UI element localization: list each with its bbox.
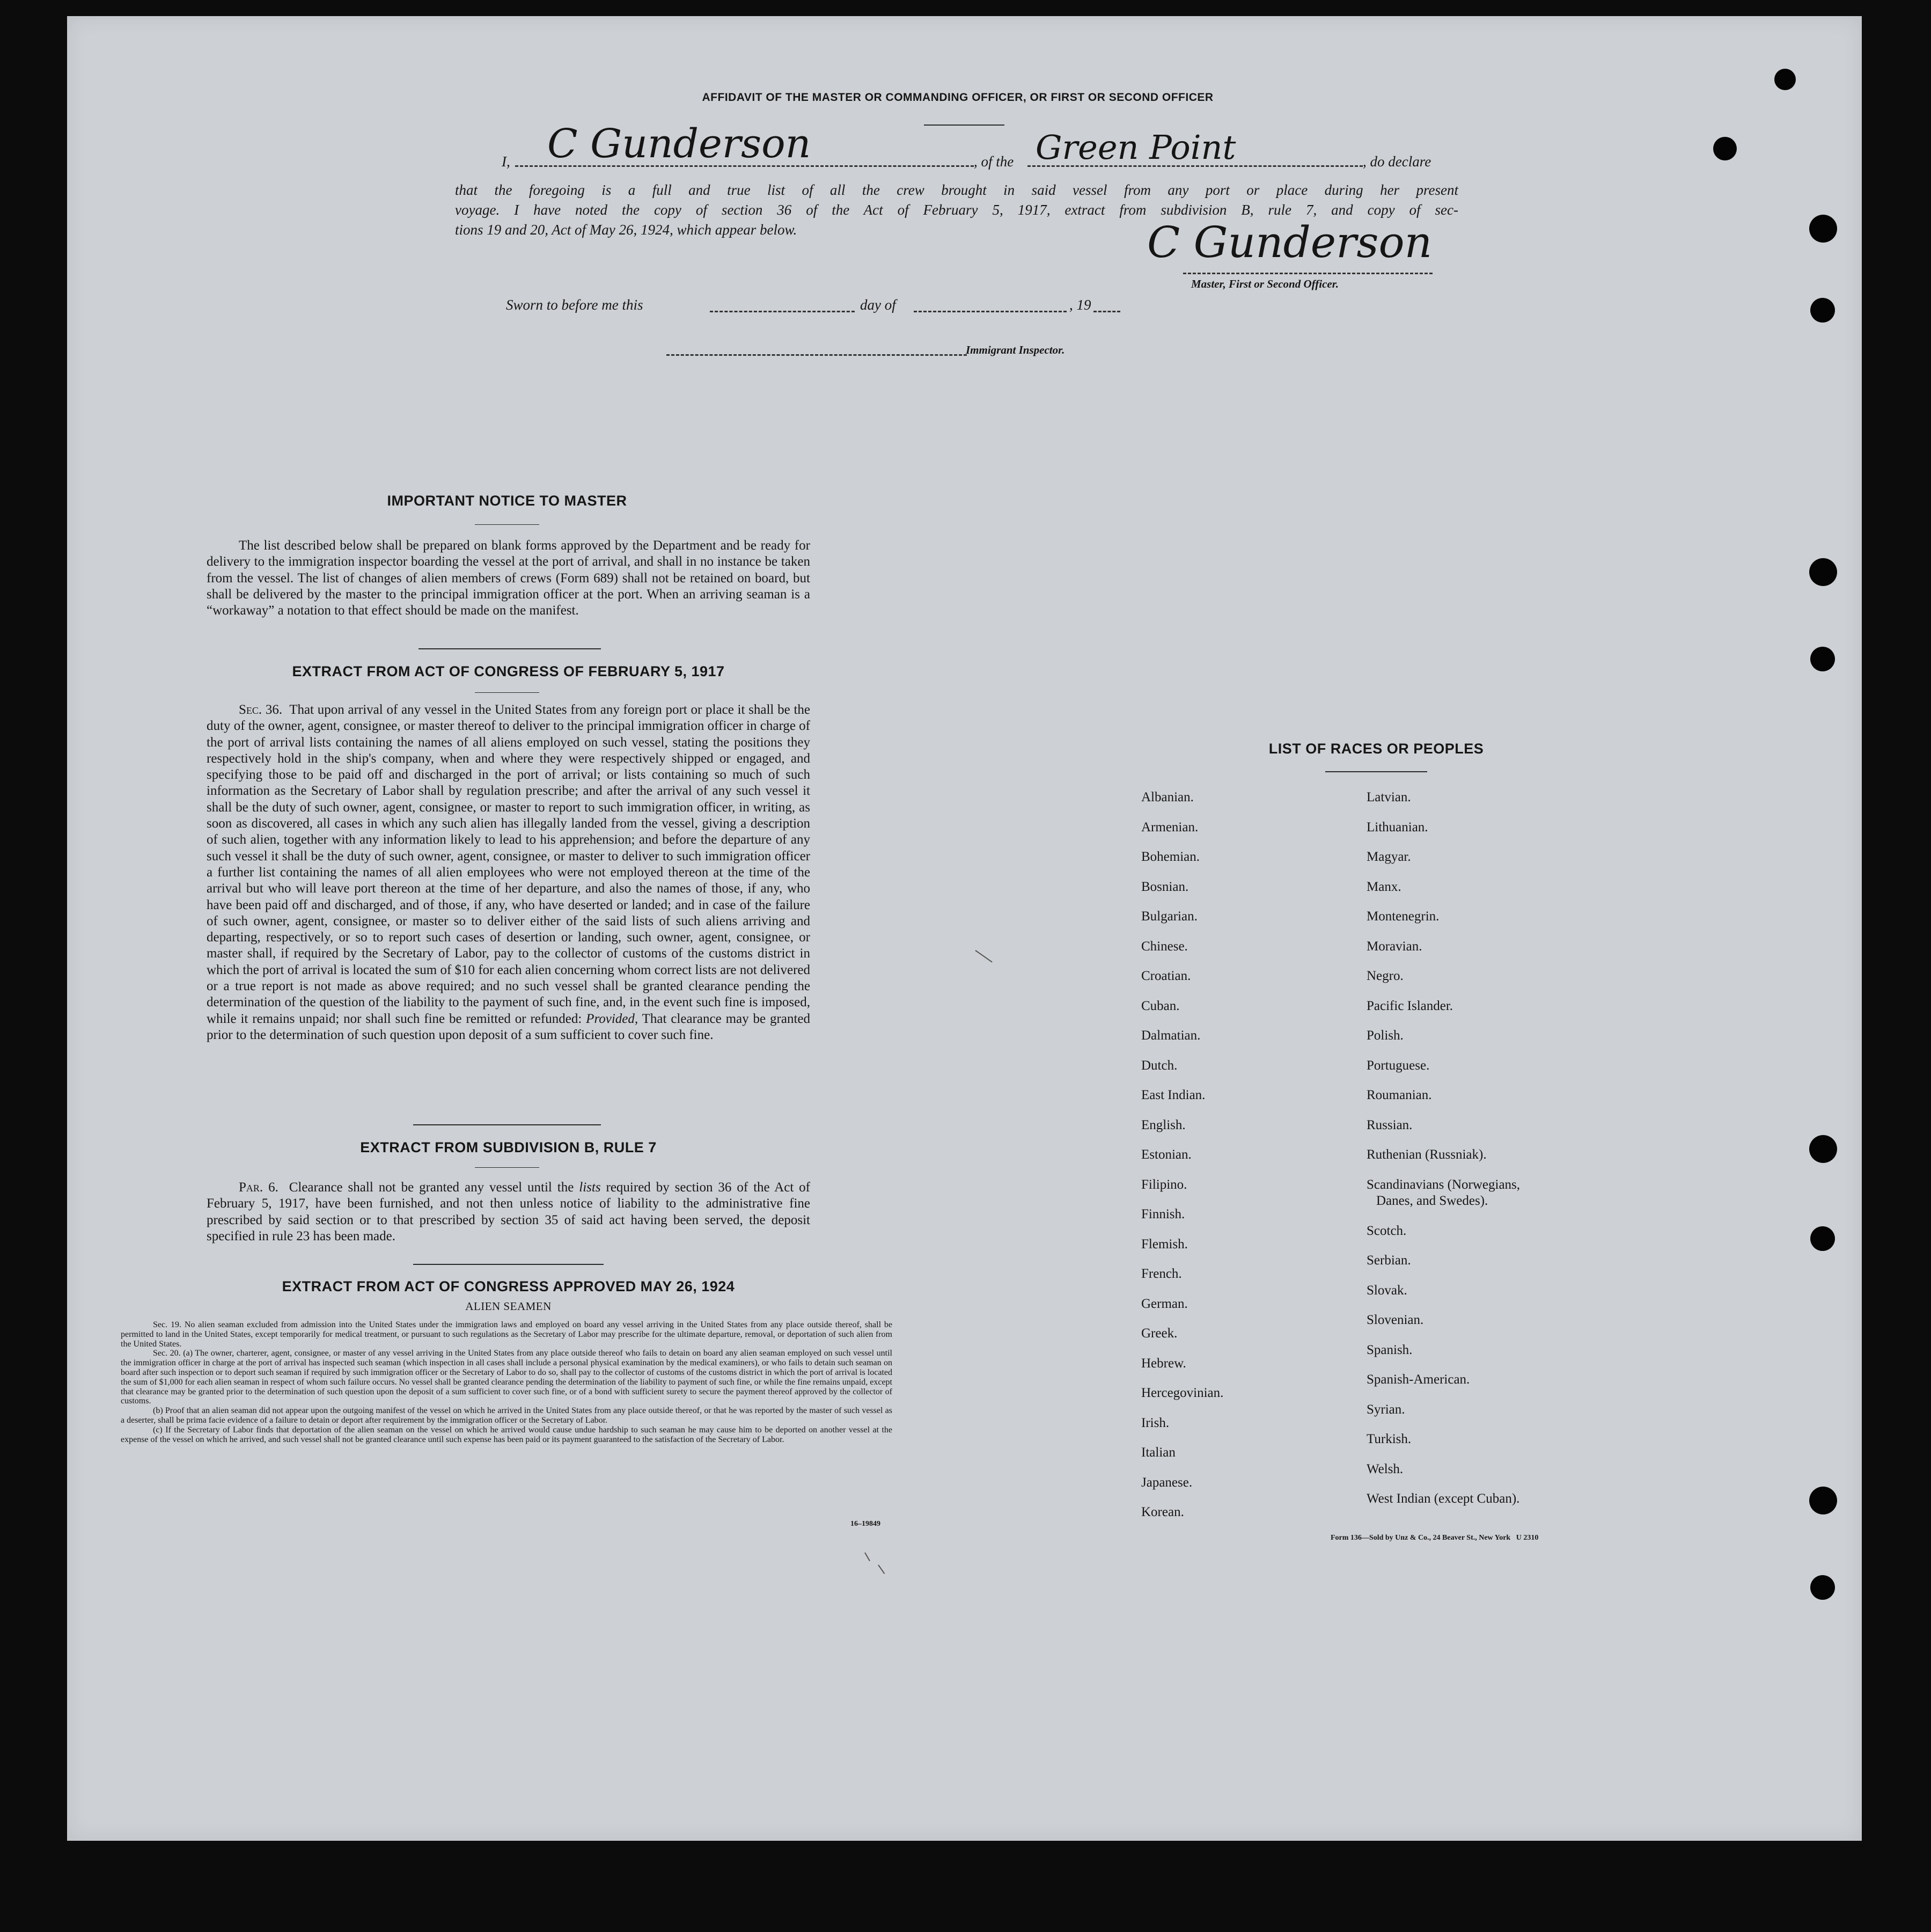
- signature-handwritten: C Gunderson: [1147, 217, 1433, 267]
- race-item: Serbian.: [1367, 1253, 1411, 1268]
- binder-hole: [1810, 298, 1835, 323]
- notice-body: [207, 538, 810, 619]
- sworn-line: [506, 297, 1150, 318]
- day-of-label: day of: [860, 297, 896, 313]
- sec19-text: Sec. 19. No alien seaman excluded from admission into the United States under the immigration laws and employed on board any vessel arriving in the United States from any place outside thereof, shall be permitted to land in the United States, except temporarily for medical treatment, or pursuant to such regulations as the Secretary of Labor may prescribe for the ultimate departure, removal, or deportation of such alien from the United States.: [121, 1320, 892, 1349]
- race-item: Estonian.: [1141, 1147, 1192, 1162]
- sworn-year-field: [1093, 311, 1120, 312]
- binder-hole: [1810, 1575, 1835, 1600]
- affidavit-title: AFFIDAVIT OF THE MASTER OR COMMANDING OFFICER, OR FIRST OR SECOND OFFICER: [702, 91, 1214, 104]
- extract-1917-body: [207, 702, 810, 1043]
- race-item: Portuguese.: [1367, 1058, 1430, 1073]
- sec20c-text: (c) If the Secretary of Labor finds that deportation of the alien seaman on the vessel on which he arrived would cause undue hardship to such seaman he may cause him to be deported on another vessel at the expense of the vessel on which he arrived, and such vessel shall not be granted clearance until such expense has been paid or its payment guaranteed to the satisfaction of the Secretary of Labor.: [121, 1425, 892, 1444]
- race-item: Japanese.: [1141, 1475, 1193, 1490]
- race-item: Montenegrin.: [1367, 909, 1440, 924]
- race-item: Albanian.: [1141, 790, 1194, 804]
- race-item: Pacific Islander.: [1367, 998, 1453, 1013]
- affidavit-title-rule: [924, 125, 1004, 126]
- race-item: Spanish.: [1367, 1342, 1413, 1357]
- sec36-label: Sec. 36.: [239, 702, 283, 717]
- race-item: Bulgarian.: [1141, 909, 1198, 924]
- sworn-label: Sworn to before me this: [506, 297, 643, 313]
- binder-hole: [1810, 1226, 1835, 1251]
- sec36-paragraph: [207, 702, 810, 1043]
- affidavit-line2: that the foregoing is a full and true list of all the crew brought in said vessel from any port or place during her present: [455, 182, 1458, 198]
- extract-1924-subtitle: ALIEN SEAMEN: [465, 1300, 552, 1313]
- do-declare-label: , do declare: [1363, 153, 1431, 170]
- par6-label: Par. 6.: [239, 1180, 278, 1195]
- affidavit-line4: tions 19 and 20, Act of May 26, 1924, which appear below.: [455, 222, 797, 238]
- race-item: Polish.: [1367, 1028, 1404, 1043]
- race-item: Latvian.: [1367, 790, 1411, 804]
- race-item: Lithuanian.: [1367, 819, 1428, 835]
- signature-line: [1183, 273, 1433, 274]
- signature-caption: Master, First or Second Officer.: [1191, 277, 1339, 290]
- notice-title: IMPORTANT NOTICE TO MASTER: [387, 493, 627, 509]
- race-item: Irish.: [1141, 1415, 1170, 1430]
- vessel-handwritten: Green Point: [1036, 128, 1236, 167]
- race-item: Chinese.: [1141, 939, 1188, 954]
- race-item: Russian.: [1367, 1117, 1413, 1132]
- rule7-title: EXTRACT FROM SUBDIVISION B, RULE 7: [360, 1139, 657, 1155]
- race-item: Slovak.: [1367, 1283, 1407, 1298]
- race-item: Scandinavians (Norwegians,: [1367, 1177, 1521, 1192]
- notice-text: The list described below shall be prepared on blank forms approved by the Department and be ready for delivery to the immigration inspector boarding the vessel at the port of arrival, and shall in no instance be taken from the vessel. The list of changes of alien members of crews (Form 689) shall not be retained on board, but shall be delivered by the master to the principal immigration officer at the port. When an arriving seaman is a “workaway” a notation to that effect should be made on the manifest.: [207, 538, 810, 618]
- race-item: Slovenian.: [1367, 1313, 1424, 1327]
- race-item: Spanish-American.: [1367, 1372, 1470, 1387]
- binder-hole: [1810, 647, 1835, 671]
- extract-1917-title: EXTRACT FROM ACT OF CONGRESS OF FEBRUARY 5, 1917: [292, 663, 725, 679]
- race-item: Dutch.: [1141, 1058, 1178, 1073]
- races-title-rule: [1325, 771, 1427, 772]
- binder-hole: [1809, 1135, 1837, 1163]
- lists-word: lists: [579, 1180, 601, 1195]
- race-item: Manx.: [1367, 879, 1401, 894]
- race-item: Dalmatian.: [1141, 1028, 1201, 1043]
- race-item: Filipino.: [1141, 1177, 1187, 1192]
- race-item: French.: [1141, 1267, 1182, 1281]
- affidavit-line3: voyage. I have noted the copy of section 36 of the Act of February 5, 1917, extract from subdivision B, rule 7, and copy of sec-: [455, 202, 1458, 218]
- race-item: Welsh.: [1367, 1461, 1404, 1476]
- race-item: English.: [1141, 1117, 1186, 1132]
- sec36-text-end: That clearance may be granted prior to the determination of such question upon deposit of a sum sufficient to cover such fine.: [207, 1011, 810, 1042]
- race-item: Flemish.: [1141, 1236, 1188, 1252]
- section-divider: [418, 648, 601, 649]
- name-handwritten: C Gunderson: [547, 121, 811, 167]
- sworn-day-field: [710, 311, 855, 312]
- i-label: I,: [502, 153, 510, 170]
- affidavit-line1: [502, 121, 1457, 172]
- form-note: Form 136—Sold by Unz & Co., 24 Beaver St., New York U 2310: [1331, 1534, 1539, 1542]
- race-item: Hebrew.: [1141, 1356, 1186, 1371]
- race-item: Korean.: [1141, 1505, 1184, 1519]
- section-divider: [413, 1124, 601, 1125]
- race-item: Ruthenian (Russniak).: [1367, 1147, 1487, 1162]
- inspector-signature-line: [666, 354, 967, 356]
- race-item: Bosnian.: [1141, 879, 1189, 894]
- races-column-2: [1367, 782, 1667, 1514]
- par6-paragraph: [207, 1180, 810, 1245]
- race-item: Scotch.: [1367, 1223, 1407, 1238]
- extract-1924-body: [121, 1320, 892, 1444]
- race-item: German.: [1141, 1296, 1188, 1311]
- extract-1924-title: EXTRACT FROM ACT OF CONGRESS APPROVED MAY 26, 1924: [282, 1278, 735, 1294]
- rule7-body: [207, 1180, 810, 1245]
- provided-word: Provided,: [586, 1011, 638, 1026]
- race-item: Greek.: [1141, 1326, 1178, 1341]
- notice-title-rule: [475, 524, 539, 525]
- race-item: Finnish.: [1141, 1207, 1185, 1221]
- sworn-month-field: [914, 311, 1067, 312]
- extract-1917-title-rule: [475, 692, 539, 693]
- race-item: Turkish.: [1367, 1432, 1412, 1446]
- binder-hole: [1809, 558, 1837, 586]
- race-item: Italian: [1141, 1445, 1176, 1460]
- race-item: Armenian.: [1141, 819, 1199, 835]
- race-item: Hercegovinian.: [1141, 1386, 1224, 1400]
- race-item: Croatian.: [1141, 969, 1191, 983]
- races-column-1: [1141, 782, 1345, 1527]
- binder-hole: [1809, 215, 1837, 243]
- section-divider: [413, 1264, 604, 1265]
- par6-text-b: required by section 36 of the Act of February 5, 1917, have been furnished, and not then unless notice of liability to the administrative fine prescribed by said section or to that prescribed by section 35 of said act having been served, the deposit specified in rule 23 has been made.: [207, 1180, 811, 1243]
- race-item: Magyar.: [1367, 850, 1411, 864]
- race-item: West Indian (except Cuban).: [1367, 1491, 1520, 1506]
- binder-hole: [1713, 137, 1737, 160]
- of-the-label: , of the: [974, 153, 1014, 170]
- binder-hole: [1809, 1487, 1837, 1514]
- sec36-text: That upon arrival of any vessel in the United States from any foreign port or place it shall be the duty of the owner, agent, consignee, or master thereof to deliver to the principal immigration officer in charge of the port of arrival lists containing the names of all aliens employed on such vessel, stating the positions they respectively hold in the ship's company, when and where they were respectively shipped or engaged, and specifying those to be paid off and discharged in the port of arrival; or lists containing so much of such information as the Secretary of Labor shall by regulation prescribe; and after the arrival of any such vessel it shall be the duty of such owner, agent, consignee, or master to report to such immigration officer, in writing, as soon as discovered, all cases in which any such alien has illegally landed from the vessel, giving a description of such alien, together with any information likely to lead to his apprehension; and before the departure of any such vessel it shall be the duty of such owner, agent, consignee, or master to deliver to such immigration officer a further list containing the names of all alien employees who were not employed thereon at the time of the arrival but who will leave port thereon at the time of her departure, and also the names of those, if any, who have been paid off and discharged, and of those, if any, who have deserted or landed; and in case of the failure of such owner, agent, consignee, or master so to deliver either of the said lists of such aliens arriving and departing, respectively, or so to report such cases of desertion or landing, such owner, agent, consignee, or master shall, if required by the Secretary of Labor, pay to the collector of customs of the customs district in which the port of arrival is located the sum of $10 for each alien concerning whom correct lists are not delivered or a true report is not made as above required; and no such vessel shall be granted clearance pending the determination of the question of the liability to the payment of such fine, and, in the event such fine is imposed, while it remains unpaid; nor shall such fine be remitted or refunded:: [207, 702, 810, 1026]
- race-item: Bohemian.: [1141, 850, 1200, 864]
- year-label: , 19: [1069, 297, 1091, 313]
- races-title: LIST OF RACES OR PEOPLES: [1268, 741, 1484, 757]
- race-item: Danes, and Swedes).: [1376, 1194, 1488, 1208]
- par6-text-a: Clearance shall not be granted any vessel until the: [289, 1180, 574, 1195]
- race-item: Moravian.: [1367, 939, 1422, 954]
- race-item: Syrian.: [1367, 1402, 1405, 1417]
- race-item: Cuban.: [1141, 998, 1180, 1013]
- sec20a-text: Sec. 20. (a) The owner, charterer, agent, consignee, or master of any vessel arriving in the United States from any place outside thereof who fails to detain on board any alien seaman employed on such vessel until the immigration officer in charge at the port of arrival has inspected such seaman (which inspection in all cases shall include a personal physical examination by the medical examiners), or who fails to detain such seaman on board after such inspection or to deport such seaman if required by such immigration officer or the Secretary of Labor to do so, shall pay to the collector of customs of the customs district in which the port of arrival is located the sum of $1,000 for each alien seaman in respect of whom such failure occurs. No vessel shall be granted clearance pending the determination of the liability to payment of such fine, or while the fine remains unpaid, except that clearance may be granted prior to the determination of such question upon the deposit of a sum sufficient to cover such fine, or of a bond with sufficient surety to secure the payment thereof approved by the collector of customs.: [121, 1349, 892, 1406]
- binder-hole: [1774, 69, 1796, 90]
- sec20b-text: (b) Proof that an alien seaman did not appear upon the outgoing manifest of the vessel on which he arrived in the United States from any place outside thereof, or that he was reported by the master of such vessel as a deserter, shall be prima facie evidence of a failure to detain or deport after requirement by the immigration officer or the Secretary of Labor.: [121, 1406, 892, 1425]
- rule7-title-rule: [475, 1167, 539, 1168]
- race-item: Roumanian.: [1367, 1088, 1432, 1102]
- race-item: East Indian.: [1141, 1088, 1206, 1102]
- race-item: Negro.: [1367, 969, 1404, 983]
- inspector-caption: Immigrant Inspector.: [966, 343, 1065, 356]
- print-code: 16–19849: [850, 1520, 880, 1528]
